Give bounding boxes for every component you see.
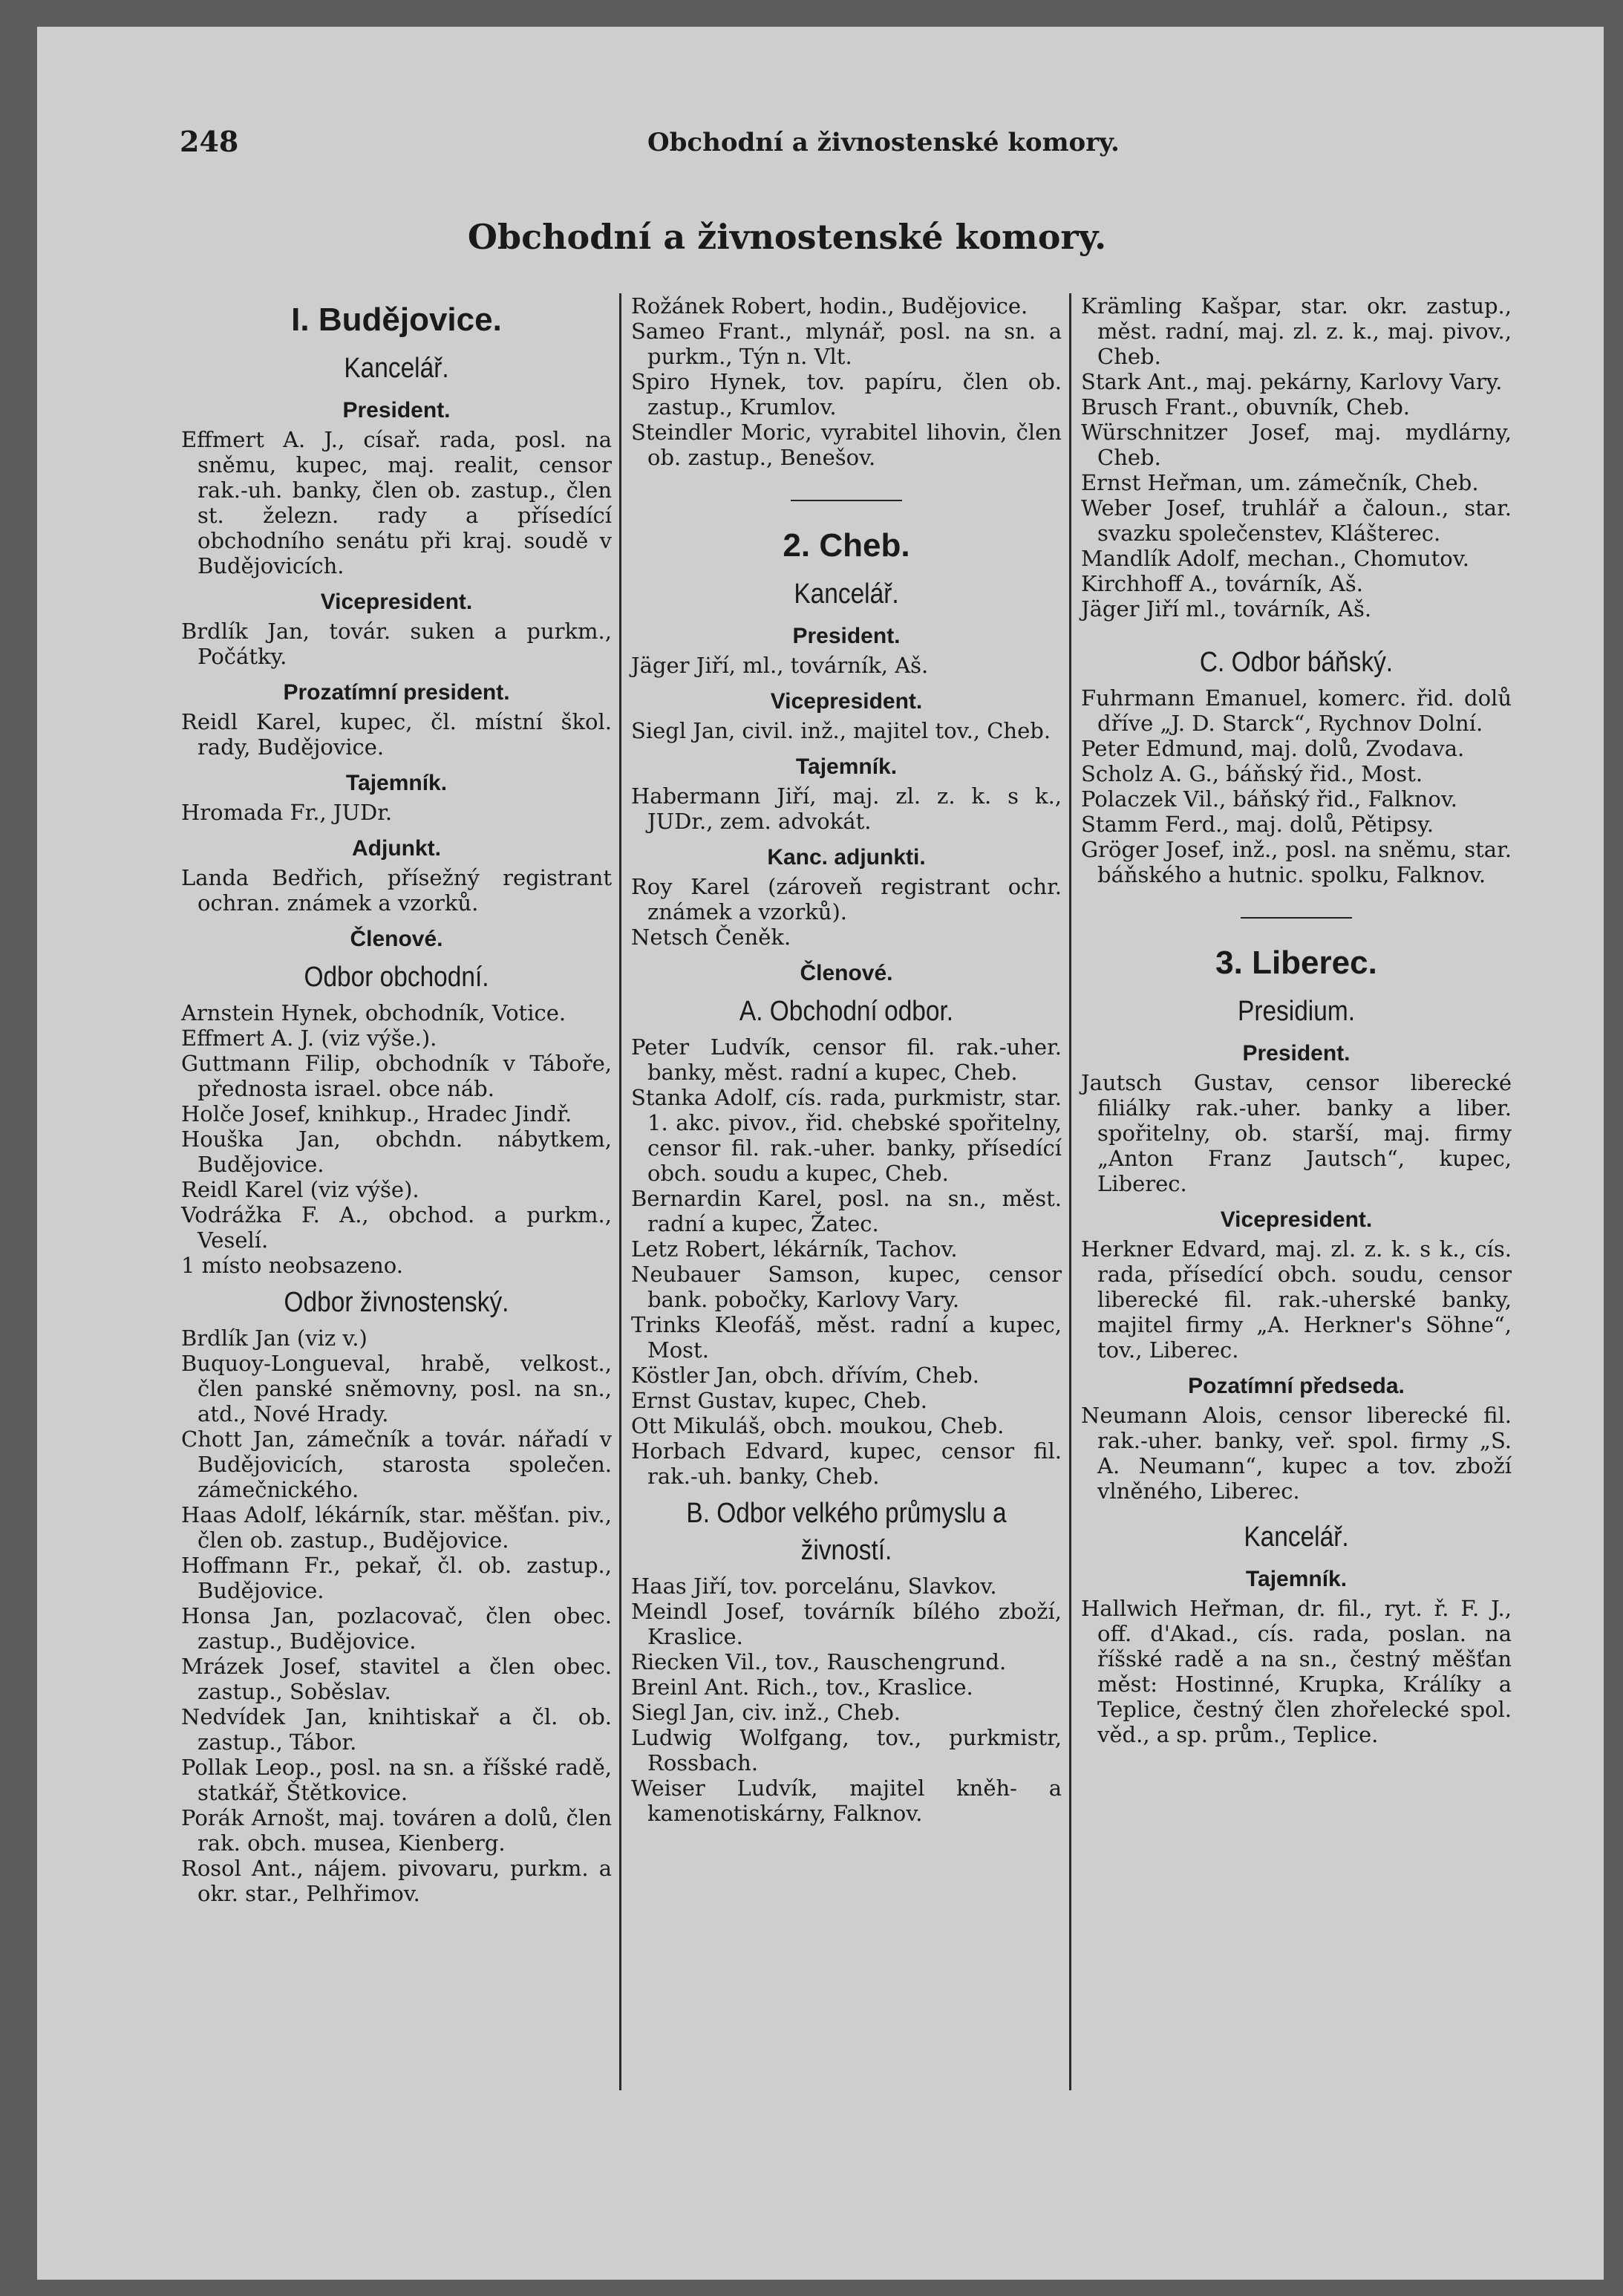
running-header <box>180 125 1546 169</box>
office-heading: Kancelář. <box>344 353 449 384</box>
member-entry: Effmert A. J. (viz výše.). <box>181 1025 437 1051</box>
member-entry: Stanka Adolf, cís. rada, purkmistr, star. 1. akc. pivov., řid. chebské spořitelny, censor fil. rak.-uher. banky, přísedící obch. soudu a kupec, Cheb. <box>631 1085 1062 1186</box>
member-entry: Breinl Ant. Rich., tov., Kraslice. <box>631 1674 973 1700</box>
member-entry: Steindler Moric, vyrabitel lihovin, člen ob. zastup., Benešov. <box>631 420 1062 470</box>
member-entry: Rosol Ant., nájem. pivovaru, purkm. a okr. star., Pelhřimov. <box>181 1856 612 1906</box>
member-entry: Ott Mikuláš, obch. moukou, Cheb. <box>631 1413 1005 1438</box>
member-entry: Scholz A. G., báňský řid., Most. <box>1081 761 1423 786</box>
member-entry: 1 místo neobsazeno. <box>181 1253 403 1278</box>
member-entry: Porák Arnošt, maj. továren a dolů, člen rak. obch. musea, Kienberg. <box>181 1805 612 1856</box>
interim-president-entry: Reidl Karel, kupec, čl. místní škol. rady, Budějovice. <box>181 709 612 760</box>
member-entry: Horbach Edvard, kupec, censor fil. rak.-uh. banky, Cheb. <box>631 1438 1062 1489</box>
member-entry: Peter Edmund, maj. dolů, Zvodava. <box>1081 736 1465 761</box>
vicepresident-entry: Brdlík Jan, továr. suken a purkm., Počátky. <box>181 619 612 669</box>
chamber-title: I. Budějovice. <box>291 301 502 338</box>
secretary-entry: Hromada Fr., JUDr. <box>181 800 393 825</box>
member-entry: Jäger Jiří ml., továrník, Aš. <box>1081 596 1372 622</box>
section-separator <box>1241 917 1352 919</box>
member-entry: Ludwig Wolfgang, tov., purkmistr, Rossbach. <box>631 1725 1062 1775</box>
chamber-title: 2. Cheb. <box>783 527 910 564</box>
member-entry: Ernst Heřman, um. zámečník, Cheb. <box>1081 470 1479 495</box>
member-entry: Polaczek Vil., báňský řid., Falknov. <box>1081 786 1458 812</box>
secretary-entry: Hallwich Heřman, dr. fil., ryt. ř. F. J., off. d'Akad., cís. rada, poslan. na říšské radě a na sn., čestný měšťan měst: Hostinné, Krupka, Králíky a Teplice, čestný člen zhořelecké spol. věd., a sp. prům., Teplice. <box>1081 1596 1512 1747</box>
member-entry: Kirchhoff A., továrník, Aš. <box>1081 571 1363 596</box>
adjunct-label: Adjunkt. <box>352 836 441 861</box>
vicepresident-entry: Herkner Edvard, maj. zl. z. k. s k., cís. rada, přísedící obch. soudu, censor liberecké fil. rak.-uherské banky, majitel firmy „A. Herkner's Söhne“, tov., Liberec. <box>1081 1236 1512 1363</box>
member-entry: Sameo Frant., mlynář, posl. na sn. a purkm., Týn n. Vlt. <box>631 319 1062 369</box>
member-entry: Peter Ludvík, censor fil. rak.-uher. banky, měst. radní a kupec, Cheb. <box>631 1034 1062 1085</box>
president-label: President. <box>342 398 451 423</box>
member-entry: Mrázek Josef, stavitel a člen obec. zastup., Soběslav. <box>181 1654 612 1704</box>
member-entry: Pollak Leop., posl. na sn. a říšské radě, statkář, Štětkovice. <box>181 1755 612 1805</box>
column-rule-1 <box>619 293 621 2090</box>
dept-c-heading: C. Odbor báňský. <box>1199 647 1394 678</box>
members-label: Členové. <box>350 927 443 951</box>
section-separator <box>791 500 902 501</box>
member-entry: Honsa Jan, pozlacovač, člen obec. zastup., Budějovice. <box>181 1603 612 1654</box>
column-cheb <box>631 293 1062 1826</box>
vicepresident-label: Vicepresident. <box>770 689 923 714</box>
office-heading: Kancelář. <box>794 578 899 610</box>
office-heading: Kancelář. <box>1244 1522 1349 1553</box>
member-entry: Holče Josef, knihkup., Hradec Jindř. <box>181 1101 572 1126</box>
member-entry: Haas Adolf, lékárník, star. měšťan. piv., člen ob. zastup., Budějovice. <box>181 1502 612 1553</box>
member-entry: Weber Josef, truhlář a čaloun., star. svazku společenstev, Klášterec. <box>1081 495 1512 546</box>
member-entry: Fuhrmann Emanuel, komerc. řid. dolů dříve „J. D. Starck“, Rychnov Dolní. <box>1081 685 1512 736</box>
member-entry: Weiser Ludvík, majitel kněh- a kamenotiskárny, Falknov. <box>631 1775 1062 1826</box>
member-entry: Trinks Kleofáš, měst. radní a kupec, Most. <box>631 1312 1062 1363</box>
president-entry: Jäger Jiří, ml., továrník, Aš. <box>631 653 929 678</box>
member-entry: Vodrážka F. A., obchod. a purkm., Veselí. <box>181 1202 612 1253</box>
page-title: Obchodní a živnostenské komory. <box>467 217 1107 257</box>
member-entry: Chott Jan, zámečník a továr. nářadí v Budějovicích, starosta společen. zámečnického. <box>181 1426 612 1502</box>
dept-a-heading: A. Obchodní odbor. <box>739 996 954 1027</box>
member-entry: Buquoy-Longueval, hrabě, velkost., člen panské sněmovny, posl. na sn., atd., Nové Hrady. <box>181 1351 612 1426</box>
page-number: 248 <box>180 125 239 158</box>
member-entry: Spiro Hynek, tov. papíru, člen ob. zastup., Krumlov. <box>631 369 1062 420</box>
member-entry: Haas Jiří, tov. porcelánu, Slavkov. <box>631 1573 997 1599</box>
president-label: President. <box>1242 1041 1351 1066</box>
member-entry: Brdlík Jan (viz v.) <box>181 1325 368 1351</box>
adjuncts-label: Kanc. adjunkti. <box>767 845 926 870</box>
dept-b-heading: B. Odbor velkého průmyslu a živností. <box>686 1498 1007 1566</box>
trade-dept-heading: Odbor obchodní. <box>304 962 489 993</box>
member-entry: Krämling Kašpar, star. okr. zastup., měst. radní, maj. zl. z. k., maj. pivov., Cheb. <box>1081 293 1512 369</box>
running-title: Obchodní a živnostenské komory. <box>647 128 1120 157</box>
member-entry: Stamm Ferd., maj. dolů, Pětipsy. <box>1081 812 1434 837</box>
vicepresident-label: Vicepresident. <box>1220 1207 1373 1232</box>
interim-chair-label: Pozatímní předseda. <box>1188 1374 1405 1398</box>
secretary-label: Tajemník. <box>345 771 448 795</box>
presidium-heading: Presidium. <box>1238 996 1355 1027</box>
member-entry: Letz Robert, lékárník, Tachov. <box>631 1236 958 1262</box>
member-entry: Riecken Vil., tov., Rauschengrund. <box>631 1649 1007 1674</box>
member-entry: Houška Jan, obchdn. nábytkem, Budějovice. <box>181 1126 612 1177</box>
member-entry: Arnstein Hynek, obchodník, Votice. <box>181 1000 566 1025</box>
members-label: Členové. <box>800 961 893 985</box>
member-entry: Stark Ant., maj. pekárny, Karlovy Vary. <box>1081 369 1503 394</box>
vicepresident-label: Vicepresident. <box>320 590 473 614</box>
member-entry: Reidl Karel (viz výše). <box>181 1177 419 1202</box>
member-entry: Siegl Jan, civ. inž., Cheb. <box>631 1700 901 1725</box>
secretary-entry: Habermann Jiří, maj. zl. z. k. s k., JUDr., zem. advokát. <box>631 783 1062 834</box>
member-entry: Meindl Josef, továrník bílého zboží, Kraslice. <box>631 1599 1062 1649</box>
member-entry: Neubauer Samson, kupec, censor bank. pobočky, Karlovy Vary. <box>631 1262 1062 1312</box>
member-entry: Brusch Frant., obuvník, Cheb. <box>1081 394 1410 420</box>
secretary-label: Tajemník. <box>795 754 898 779</box>
column-budejovice <box>181 293 612 1906</box>
adjunct-entry: Netsch Čeněk. <box>631 924 791 950</box>
member-entry: Gröger Josef, inž., posl. na sněmu, star. báňského a hutnic. spolku, Falknov. <box>1081 837 1512 887</box>
president-label: President. <box>792 624 901 648</box>
member-entry: Hoffmann Fr., pekař, čl. ob. zastup., Budějovice. <box>181 1553 612 1603</box>
member-entry: Würschnitzer Josef, maj. mydlárny, Cheb. <box>1081 420 1512 470</box>
column-rule-2 <box>1069 293 1071 2090</box>
president-entry: Jautsch Gustav, censor liberecké filiálky rak.-uher. banky a liber. spořitelny, ob. starší, maj. firmy „Anton Franz Jautsch“, kupec, Liberec. <box>1081 1070 1512 1196</box>
member-entry: Köstler Jan, obch. dřívím, Cheb. <box>631 1363 979 1388</box>
member-entry: Nedvídek Jan, knihtiskař a čl. ob. zastup., Tábor. <box>181 1704 612 1755</box>
member-entry: Rožánek Robert, hodin., Budějovice. <box>631 293 1028 319</box>
member-entry: Mandlík Adolf, mechan., Chomutov. <box>1081 546 1469 571</box>
chamber-title: 3. Liberec. <box>1215 945 1377 981</box>
vicepresident-entry: Siegl Jan, civil. inž., majitel tov., Cheb. <box>631 718 1051 743</box>
adjunct-entry: Roy Karel (zároveň registrant ochr. známek a vzorků). <box>631 874 1062 924</box>
interim-chair-entry: Neumann Alois, censor liberecké fil. rak.-uher. banky, veř. spol. firmy „S. A. Neumann“, kupec a tov. zboží vlněného, Liberec. <box>1081 1403 1512 1504</box>
column-liberec <box>1081 293 1512 1747</box>
craft-dept-heading: Odbor živnostenský. <box>284 1287 509 1318</box>
interim-president-label: Prozatímní president. <box>283 680 510 705</box>
secretary-label: Tajemník. <box>1245 1567 1348 1591</box>
member-entry: Ernst Gustav, kupec, Cheb. <box>631 1388 927 1413</box>
member-entry: Bernardin Karel, posl. na sn., měst. radní a kupec, Žatec. <box>631 1186 1062 1236</box>
president-entry: Effmert A. J., císař. rada, posl. na sněmu, kupec, maj. realit, censor rak.-uh. banky, člen ob. zastup., člen st. železn. rady a přísedící obchodního senátu při kraj. soudě v Budějovicích. <box>181 427 612 578</box>
adjunct-entry: Landa Bedřich, přísežný registrant ochran. známek a vzorků. <box>181 865 612 916</box>
member-entry: Guttmann Filip, obchodník v Táboře, přednosta israel. obce náb. <box>181 1051 612 1101</box>
